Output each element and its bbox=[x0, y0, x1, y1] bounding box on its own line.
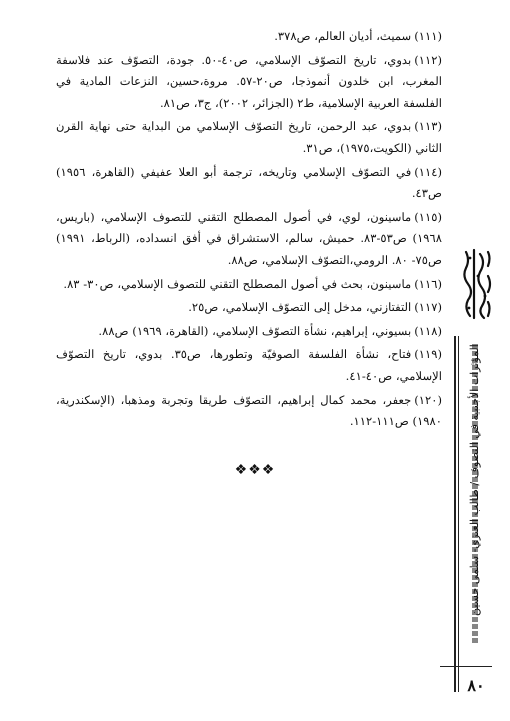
section-ornament: ❖❖❖ bbox=[234, 462, 276, 478]
footnote-number: (١١٥) bbox=[414, 209, 442, 224]
footnote bbox=[56, 297, 442, 319]
footnote-number: (١١٧) bbox=[414, 300, 442, 315]
footnote-number: (١١٢) bbox=[414, 52, 442, 67]
footnote-text: بدوي، عبد الرحمن، تاريخ التصوّف الإسلامي من البداية حتى نهاية القرن الثاني (الكويت،١٩٧٥)، ص٣١. bbox=[56, 119, 442, 155]
footnote-text: بسيوني، إبراهيم، نشأة التصوّف الإسلامي، (القاهرة، ١٩٦٩) ص٨٨. bbox=[98, 323, 412, 338]
footnote-text: في التصوّف الإسلامي وتاريخه، ترجمة أبو العلا عفيفي (القاهرة، ١٩٥٦) ص٤٣. bbox=[56, 164, 442, 201]
footnote-number: (١١٨) bbox=[414, 323, 442, 338]
footnote bbox=[56, 26, 442, 48]
footnote-text: فتاح، نشأة الفلسفة الصوفيّة وتطورها، ص٣٥. بدوي، تاريخ التصوّف الإسلامي، ص٤٠-٤١. bbox=[56, 347, 442, 383]
footnotes-list bbox=[56, 26, 442, 435]
calligraphy-logo bbox=[460, 246, 494, 322]
footnote-text: التفتازني، مدخل إلى التصوّف الإسلامي، ص٢٥. bbox=[188, 300, 412, 315]
margin-rule bbox=[454, 336, 456, 692]
page-number: ٨٠ bbox=[467, 676, 485, 695]
footnote bbox=[56, 162, 442, 205]
footnote-number: (١١٦) bbox=[414, 276, 442, 291]
footnote-number: (١١٤) bbox=[414, 164, 442, 179]
footnote bbox=[56, 344, 442, 387]
footnote-number: (١١٣) bbox=[414, 119, 442, 134]
footnote-text: بدوي، تاريخ التصوّف الإسلامي، ص٤٠-٥٠. جودة، التصوّف عند فلاسفة المغرب، ابن خلدون أنموذجا، ص٢٠-٥٧. مروة،حسين، النزعات المادية في الفلسفة العربية الإسلامية، ط٢ (الجزائر، ٢٠٠٢)، ج٣، ص٨١. bbox=[56, 52, 442, 110]
footnote-text: جعفر، محمد كمال إبراهيم، التصوّف طريقا وتجربة ومذهبا، (الإسكندرية، ١٩٨٠) ص١١١-١١٢. bbox=[56, 392, 442, 429]
page-number-rule bbox=[440, 666, 492, 667]
footnote bbox=[56, 321, 442, 343]
running-header-title: المؤثرات الأجنبية في التصوف / طالب العنزي- سلمى حسين bbox=[468, 344, 481, 616]
footnote bbox=[56, 116, 442, 159]
footnote-text: ماسينون، بحث في أصول المصطلح التقني للتصوف الإسلامي، ص٣٠- ٨٣. bbox=[63, 276, 412, 291]
footnote-number: (١٢٠) bbox=[414, 392, 442, 407]
footnote-number: (١١٩) bbox=[414, 347, 442, 362]
footnote bbox=[56, 207, 442, 272]
footnote bbox=[56, 274, 442, 296]
footnote-number: (١١١) bbox=[414, 29, 442, 43]
footnote bbox=[56, 50, 442, 115]
footnote-text: ماسينون، لوي، في أصول المصطلح التقني للتصوف الإسلامي، (باريس، ١٩٦٨) ص٥٣-٨٣. حميش، سالم، الاستشراق في أفق انسداده، (الرباط، ١٩٩١) ص٧٥- ٨٠. الرومي،التصوّف الإسلامي، ص٨٨. bbox=[56, 209, 442, 267]
margin-rule-thin bbox=[458, 336, 459, 692]
footnote bbox=[56, 390, 442, 433]
footnote-text: سميث، أديان العالم، ص٣٧٨. bbox=[274, 29, 412, 43]
